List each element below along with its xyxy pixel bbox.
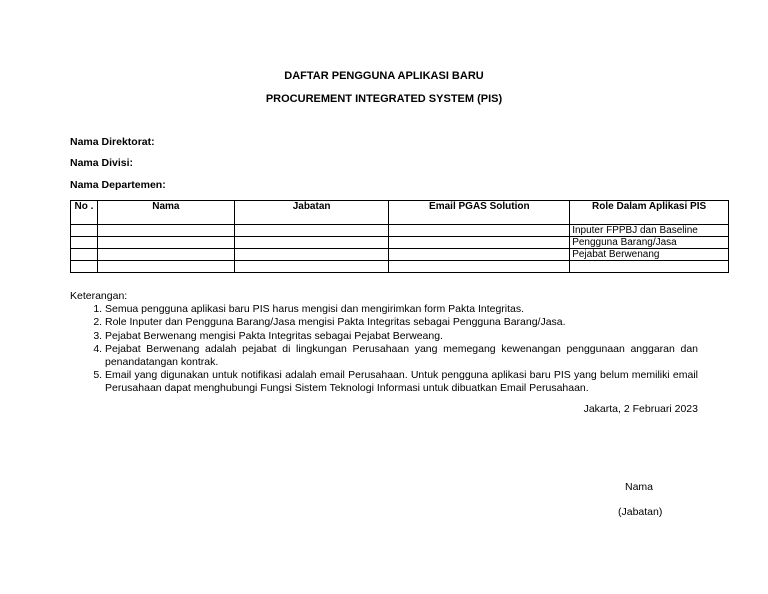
signature-position: (Jabatan) [618,506,663,518]
cell-nama[interactable] [97,249,234,261]
note-item: 2. Role Inputer dan Pengguna Barang/Jasa mengisi Pakta Integritas sebagai Pengguna Barang/Jasa. [105,316,698,329]
user-table [70,200,729,273]
notes-heading: Keterangan: [70,290,128,302]
cell-jabatan[interactable] [234,225,389,237]
cell-email[interactable] [389,237,570,249]
header-jabatan: Jabatan [234,201,389,225]
cell-nama[interactable] [97,225,234,237]
note-item: 3. Pejabat Berwenang mengisi Pakta Integritas sebagai Pejabat Berweang. [105,330,698,343]
table-header-row [71,201,729,225]
cell-role: Pejabat Berwenang [570,249,729,261]
cell-nama[interactable] [97,237,234,249]
cell-email[interactable] [389,261,570,273]
note-item: 1. Semua pengguna aplikasi baru PIS harus mengisi dan mengirimkan form Pakta Integritas. [105,303,698,316]
table-row [71,261,729,273]
table-row [71,225,729,237]
document-title: DAFTAR PENGGUNA APLIKASI BARU [284,70,484,82]
cell-jabatan[interactable] [234,237,389,249]
cell-no[interactable] [71,261,98,273]
signature-name: Nama [625,481,654,493]
header-email: Email PGAS Solution [389,201,570,225]
header-nama: Nama [97,201,234,225]
header-no: No . [71,201,98,225]
cell-jabatan[interactable] [234,249,389,261]
field-departemen: Nama Departemen: [70,179,166,191]
cell-no[interactable] [71,237,98,249]
cell-no[interactable] [71,225,98,237]
notes-list [70,303,698,395]
place-date: Jakarta, 2 Februari 2023 [583,403,698,415]
cell-role: Inputer FPPBJ dan Baseline [570,225,729,237]
cell-nama[interactable] [97,261,234,273]
note-item: 5. Email yang digunakan untuk notifikasi adalah email Perusahaan. Untuk pengguna aplikasi baru PIS yang belum memiliki email Perusahaan dapat menghubungi Fungsi Sistem Teknologi Informasi untuk dibuatkan Email Perusahaan. [105,369,698,395]
notes-section [70,290,698,396]
field-divisi: Nama Divisi: [70,157,134,169]
table-row [71,237,729,249]
cell-role[interactable] [570,261,729,273]
field-direktorat: Nama Direktorat: [70,136,155,148]
table-row [71,249,729,261]
cell-email[interactable] [389,225,570,237]
cell-email[interactable] [389,249,570,261]
document-subtitle: PROCUREMENT INTEGRATED SYSTEM (PIS) [265,93,503,105]
cell-jabatan[interactable] [234,261,389,273]
note-item: 4. Pejabat Berwenang adalah pejabat di lingkungan Perusahaan yang memegang kewenangan penggunaan anggaran dan penandatangan kontrak. [105,343,698,369]
cell-role: Pengguna Barang/Jasa [570,237,729,249]
header-role: Role Dalam Aplikasi PIS [570,201,729,225]
cell-no[interactable] [71,249,98,261]
